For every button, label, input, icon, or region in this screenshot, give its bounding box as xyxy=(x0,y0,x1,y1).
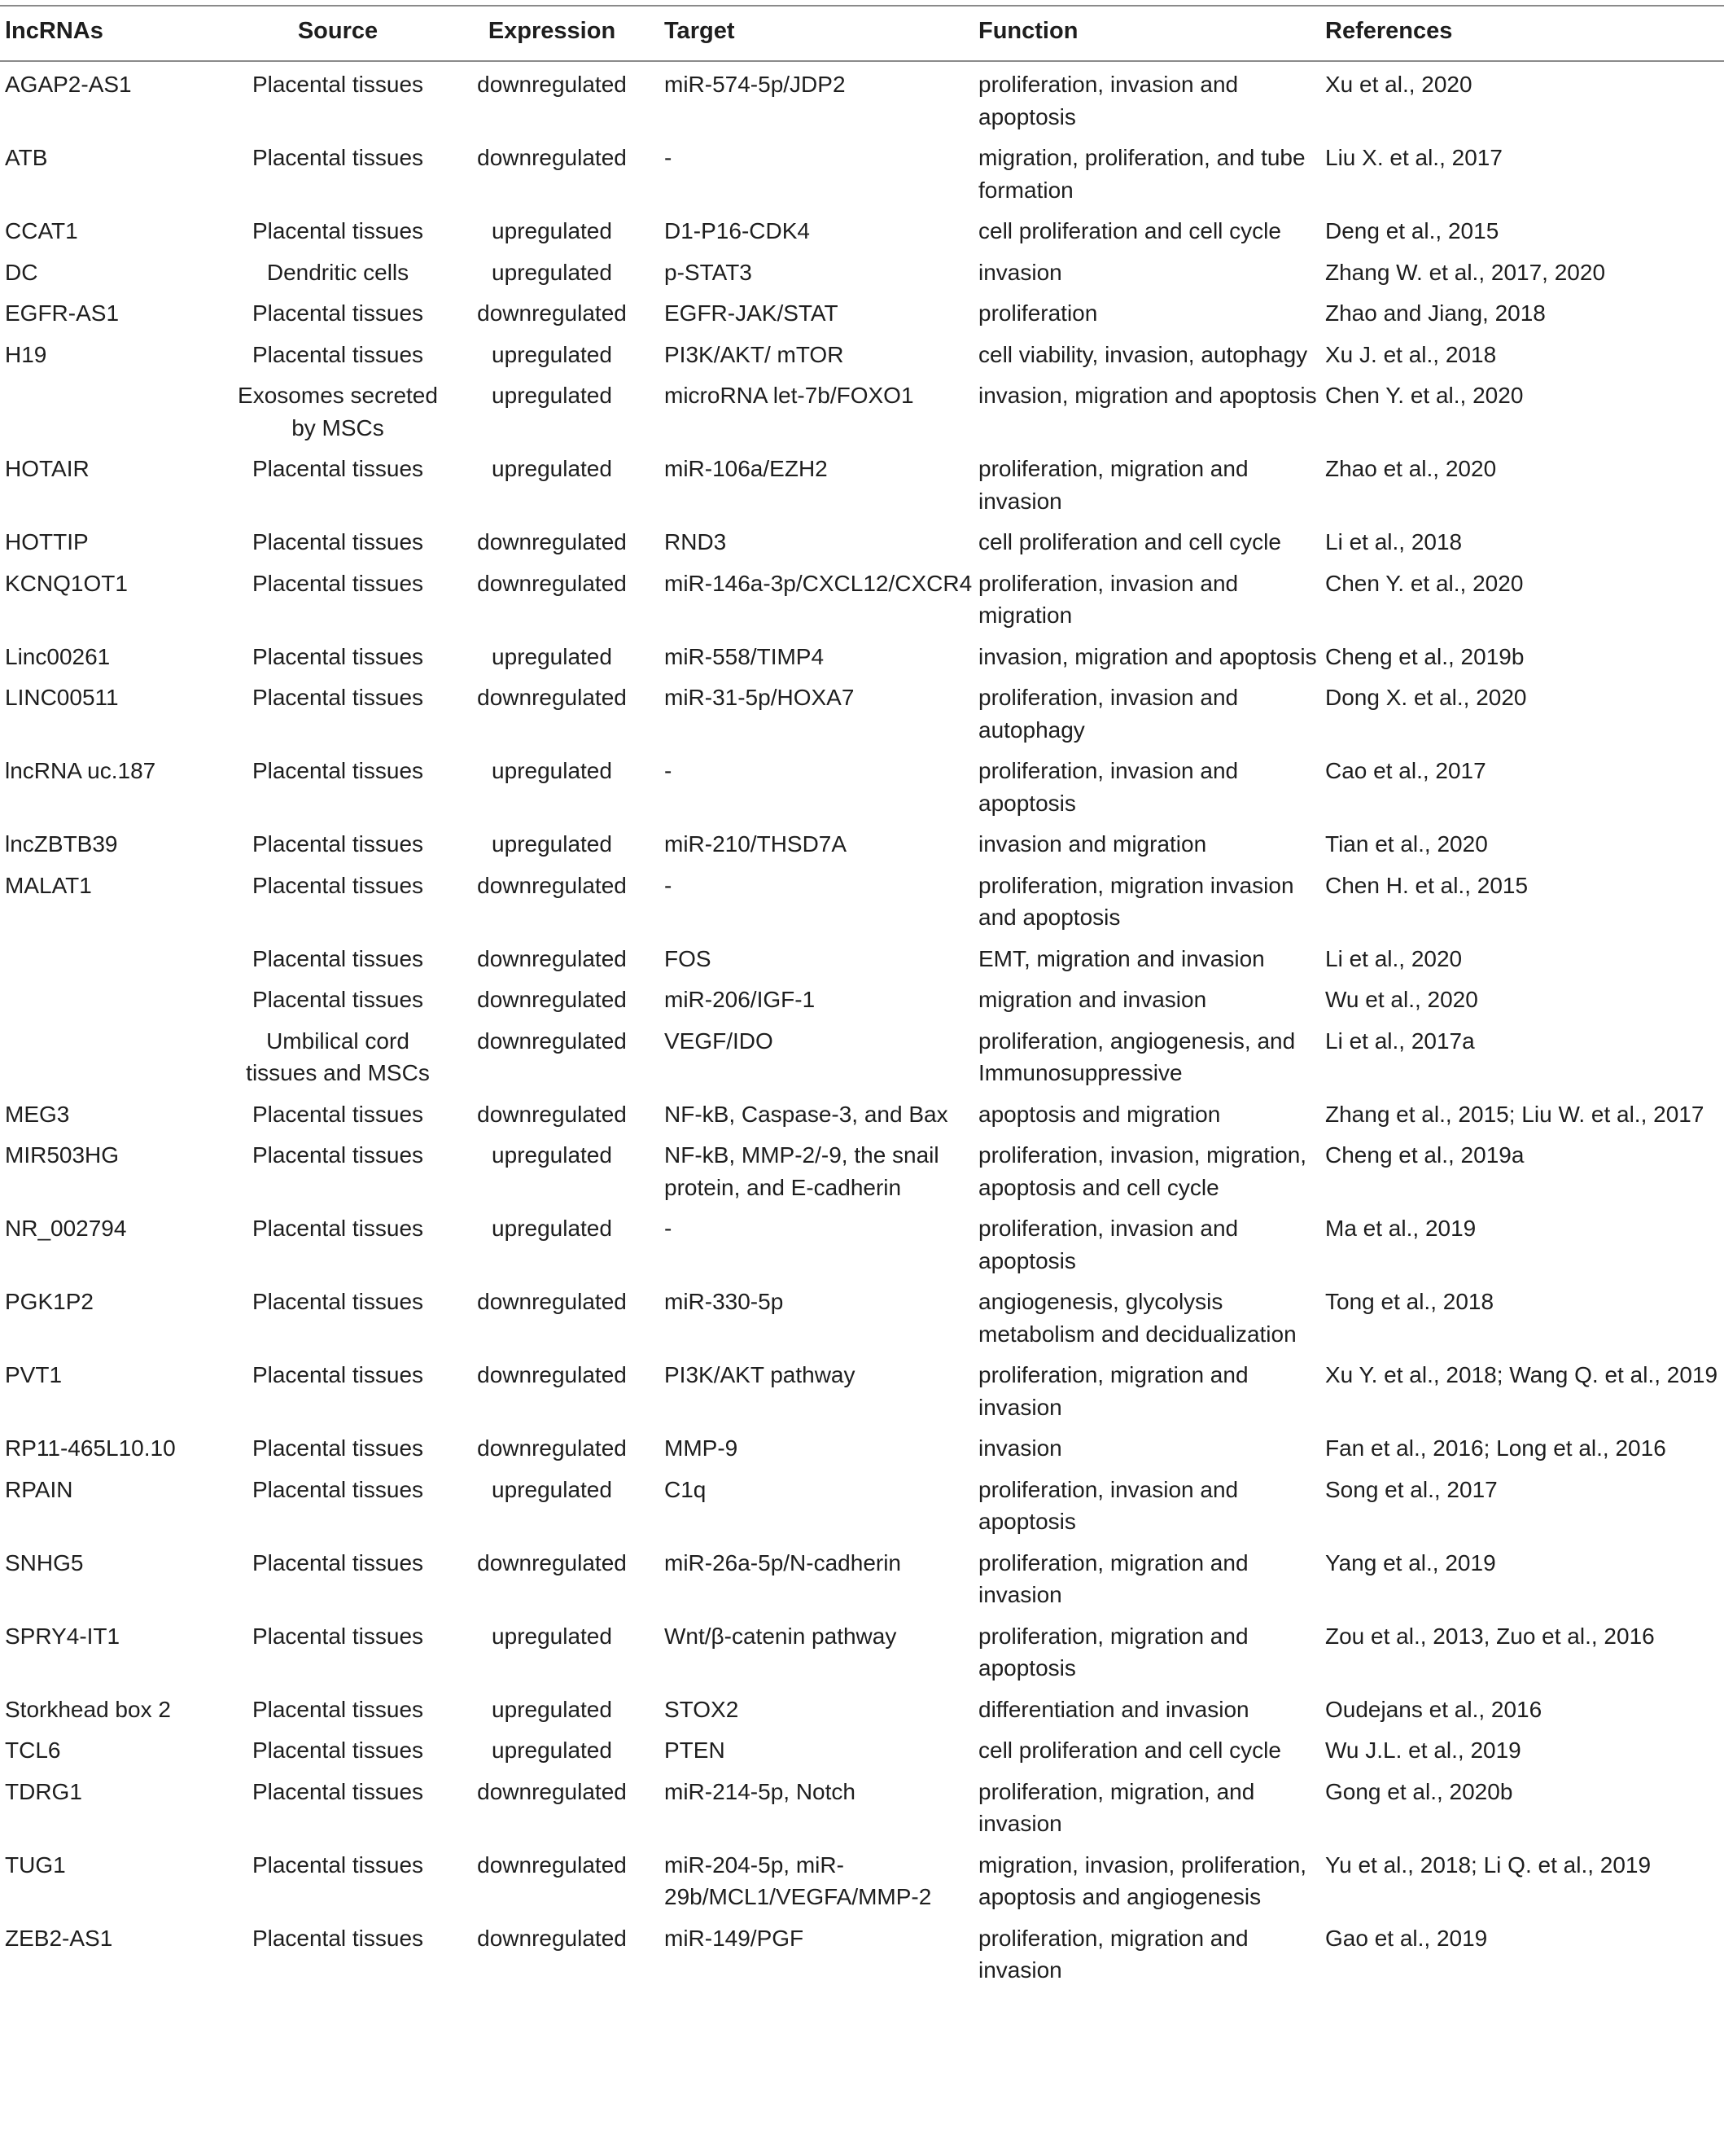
table-row xyxy=(0,135,1724,208)
reference-link[interactable]: Zhang W. et al., 2017, 2020 xyxy=(1325,259,1606,285)
cell-expression: downregulated xyxy=(477,1435,627,1461)
cell-function: EMT, migration and invasion xyxy=(978,945,1265,971)
cell-source: Exosomes secreted by MSCs xyxy=(238,383,438,440)
cell-references xyxy=(1320,1279,1724,1352)
reference-separator: ; xyxy=(1471,1851,1484,1878)
table-row xyxy=(0,519,1724,561)
cell-target: MMP-9 xyxy=(664,1435,738,1461)
header-source: Source xyxy=(297,18,378,44)
cell-function: cell proliferation and cell cycle xyxy=(978,529,1281,554)
cell-function: proliferation, migration and invasion xyxy=(978,1925,1249,1983)
cell-function: proliferation, migration and invasion xyxy=(978,1362,1249,1420)
cell-references xyxy=(1320,748,1724,822)
cell-references xyxy=(1320,634,1724,676)
reference-link[interactable]: Liu X. et al., 2017 xyxy=(1325,145,1503,170)
reference-link[interactable]: Li et al., 2018 xyxy=(1325,529,1463,554)
cell-expression: upregulated xyxy=(492,1696,612,1722)
reference-separator: ; xyxy=(1496,1362,1510,1387)
cell-expression: upregulated xyxy=(492,1216,612,1241)
table-row xyxy=(0,1426,1724,1467)
cell-expression: downregulated xyxy=(477,1289,627,1314)
cell-target: miR-204-5p, miR-29b/MCL1/VEGFA/MMP-2 xyxy=(664,1851,932,1909)
cell-lncrna: PGK1P2 xyxy=(5,1289,94,1314)
cell-expression: upregulated xyxy=(492,218,612,243)
cell-function: invasion xyxy=(978,1435,1062,1461)
cell-expression: upregulated xyxy=(492,341,612,367)
reference-link[interactable]: Liu W. et al., 2017 xyxy=(1521,1101,1704,1127)
cell-lncrna: Storkhead box 2 xyxy=(5,1696,171,1722)
cell-lncrna: PVT1 xyxy=(5,1362,63,1387)
reference-separator: ; xyxy=(1508,1101,1522,1127)
cell-expression: upregulated xyxy=(492,831,612,857)
cell-lncrna xyxy=(0,1019,231,1092)
cell-source: Placental tissues xyxy=(252,1216,424,1241)
cell-references xyxy=(1320,291,1724,332)
cell-target: miR-106a/EZH2 xyxy=(664,456,828,481)
cell-function: proliferation, invasion and apoptosis xyxy=(978,758,1239,816)
cell-function: proliferation, migration and invasion xyxy=(978,456,1249,514)
cell-expression: downregulated xyxy=(477,529,627,554)
cell-lncrna: lncRNA uc.187 xyxy=(5,758,156,783)
cell-target: C1q xyxy=(664,1476,707,1502)
cell-source: Umbilical cord tissues and MSCs xyxy=(246,1028,430,1085)
table-row xyxy=(0,1728,1724,1769)
cell-source: Placental tissues xyxy=(252,1101,424,1127)
cell-lncrna: MEG3 xyxy=(5,1101,70,1127)
table-row xyxy=(0,1279,1724,1352)
reference-link[interactable]: Oudejans et al., 2016 xyxy=(1325,1696,1542,1722)
table-row xyxy=(0,1769,1724,1843)
cell-source: Placental tissues xyxy=(252,529,424,554)
table-row xyxy=(0,675,1724,748)
cell-lncrna xyxy=(0,936,231,978)
cell-source: Placental tissues xyxy=(252,1696,424,1722)
cell-lncrna: AGAP2-AS1 xyxy=(5,72,132,97)
cell-target: microRNA let-7b/FOXO1 xyxy=(664,383,914,408)
cell-expression: downregulated xyxy=(477,987,627,1012)
cell-expression: upregulated xyxy=(492,1738,612,1763)
cell-expression: downregulated xyxy=(477,1101,627,1127)
cell-expression: upregulated xyxy=(492,259,612,285)
cell-function: proliferation, invasion and apoptosis xyxy=(978,1476,1239,1534)
cell-source: Placental tissues xyxy=(252,685,424,710)
table-row xyxy=(0,1687,1724,1729)
cell-target: - xyxy=(664,872,672,898)
cell-lncrna: ATB xyxy=(5,145,48,170)
table-row xyxy=(0,634,1724,676)
table-row xyxy=(0,1133,1724,1206)
cell-source: Placental tissues xyxy=(252,456,424,481)
cell-expression: upregulated xyxy=(492,758,612,783)
cell-expression: downregulated xyxy=(477,1778,627,1804)
cell-references xyxy=(1320,1916,1724,1989)
cell-lncrna: TDRG1 xyxy=(5,1778,82,1804)
cell-references xyxy=(1320,1769,1724,1843)
cell-expression: downregulated xyxy=(477,72,627,97)
table-row xyxy=(0,373,1724,446)
cell-expression: downregulated xyxy=(477,145,627,170)
reference-link[interactable]: Gong et al., 2020b xyxy=(1325,1778,1513,1804)
cell-function: cell proliferation and cell cycle xyxy=(978,1738,1281,1763)
reference-link[interactable]: Yang et al., 2019 xyxy=(1325,1549,1496,1575)
cell-references xyxy=(1320,1133,1724,1206)
cell-target: miR-146a-3p/CXCL12/CXCR4 xyxy=(664,570,973,596)
cell-function: proliferation, invasion and apoptosis xyxy=(978,1216,1239,1273)
cell-source: Placental tissues xyxy=(252,1362,424,1387)
reference-link[interactable]: Chen Y. et al., 2020 xyxy=(1325,383,1524,408)
table-row xyxy=(0,1614,1724,1687)
cell-function: invasion xyxy=(978,259,1062,285)
cell-expression: upregulated xyxy=(492,643,612,669)
table-row xyxy=(0,822,1724,863)
cell-target: EGFR-JAK/STAT xyxy=(664,300,838,326)
cell-target: VEGF/IDO xyxy=(664,1028,773,1054)
cell-lncrna: EGFR-AS1 xyxy=(5,300,120,326)
cell-target: - xyxy=(664,145,672,170)
cell-source: Placental tissues xyxy=(252,145,424,170)
cell-references xyxy=(1320,135,1724,208)
cell-source: Placental tissues xyxy=(252,1925,424,1951)
cell-references xyxy=(1320,446,1724,519)
cell-lncrna: RP11-465L10.10 xyxy=(5,1435,176,1461)
cell-references xyxy=(1320,332,1724,374)
cell-function: proliferation, migration, and invasion xyxy=(978,1778,1255,1836)
table-row xyxy=(0,561,1724,634)
table-header xyxy=(0,0,1724,62)
cell-references xyxy=(1320,1467,1724,1540)
reference-link[interactable]: Zou et al., 2013, Zuo et al., 2016 xyxy=(1325,1623,1655,1649)
cell-lncrna: DC xyxy=(5,259,38,285)
reference-link[interactable]: Song et al., 2017 xyxy=(1325,1476,1498,1502)
table-row xyxy=(0,977,1724,1019)
cell-references xyxy=(1320,561,1724,634)
cell-target: Wnt/β-catenin pathway xyxy=(664,1623,897,1649)
cell-function: migration and invasion xyxy=(978,987,1207,1012)
reference-link[interactable]: Cao et al., 2017 xyxy=(1325,758,1486,783)
cell-references xyxy=(1320,1843,1724,1916)
reference-link[interactable]: Li et al., 2020 xyxy=(1325,945,1463,971)
reference-link[interactable]: Zhao and Jiang, 2018 xyxy=(1325,300,1546,326)
cell-references xyxy=(1320,62,1724,135)
cell-expression: downregulated xyxy=(477,1851,627,1878)
cell-target: PI3K/AKT pathway xyxy=(664,1362,855,1387)
cell-lncrna xyxy=(0,373,231,446)
cell-target: miR-574-5p/JDP2 xyxy=(664,72,846,97)
cell-expression: upregulated xyxy=(492,1623,612,1649)
cell-references xyxy=(1320,1614,1724,1687)
table-row xyxy=(0,208,1724,250)
cell-lncrna: MALAT1 xyxy=(5,872,92,898)
cell-function: angiogenesis, glycolysis metabolism and decidualization xyxy=(978,1289,1297,1347)
cell-target: FOS xyxy=(664,945,711,971)
cell-target: RND3 xyxy=(664,529,727,554)
table-row xyxy=(0,1916,1724,1989)
cell-expression: downregulated xyxy=(477,570,627,596)
header-row xyxy=(0,0,1724,62)
cell-expression: downregulated xyxy=(477,1925,627,1951)
cell-target: miR-330-5p xyxy=(664,1289,784,1314)
cell-lncrna: HOTAIR xyxy=(5,456,90,481)
cell-function: proliferation, migration invasion and apoptosis xyxy=(978,872,1294,930)
cell-target: miR-206/IGF-1 xyxy=(664,987,816,1012)
cell-function: migration, proliferation, and tube formation xyxy=(978,145,1306,203)
cell-target: NF-kB, Caspase-3, and Bax xyxy=(664,1101,948,1127)
cell-expression: downregulated xyxy=(477,1028,627,1054)
reference-link[interactable]: Cheng et al., 2019b xyxy=(1325,643,1525,669)
cell-lncrna: SNHG5 xyxy=(5,1549,84,1575)
reference-link[interactable]: Deng et al., 2015 xyxy=(1325,218,1499,243)
cell-function: proliferation, migration and apoptosis xyxy=(978,1623,1249,1681)
table-row xyxy=(0,936,1724,978)
cell-references xyxy=(1320,822,1724,863)
table-row xyxy=(0,1843,1724,1916)
cell-function: proliferation, invasion and autophagy xyxy=(978,685,1239,743)
table-row xyxy=(0,1019,1724,1092)
cell-source: Placental tissues xyxy=(252,758,424,783)
reference-link[interactable]: Li Q. et al., 2019 xyxy=(1483,1851,1652,1878)
cell-target: miR-26a-5p/N-cadherin xyxy=(664,1549,902,1575)
cell-function: proliferation, migration and invasion xyxy=(978,1549,1249,1607)
cell-source: Placental tissues xyxy=(252,1142,424,1168)
cell-source: Placental tissues xyxy=(252,1435,424,1461)
cell-expression: upregulated xyxy=(492,1476,612,1502)
cell-references xyxy=(1320,1728,1724,1769)
reference-separator: ; xyxy=(1483,1435,1497,1461)
cell-lncrna: KCNQ1OT1 xyxy=(5,570,128,596)
reference-link[interactable]: Xu J. et al., 2018 xyxy=(1325,341,1497,367)
header-lncrnas: lncRNAs xyxy=(5,18,103,44)
cell-expression: downregulated xyxy=(477,1549,627,1575)
cell-lncrna: LINC00511 xyxy=(5,685,119,710)
reference-link[interactable]: Xu et al., 2020 xyxy=(1325,72,1472,97)
reference-link[interactable]: Fan et al., 2016 xyxy=(1325,1435,1484,1461)
cell-references xyxy=(1320,250,1724,291)
cell-source: Placental tissues xyxy=(252,1476,424,1502)
reference-link[interactable]: Tian et al., 2020 xyxy=(1325,831,1488,857)
cell-source: Placental tissues xyxy=(252,218,424,243)
reference-link[interactable]: Dong X. et al., 2020 xyxy=(1325,685,1527,710)
reference-link[interactable]: Xu Y. et al., 2018 xyxy=(1325,1362,1497,1387)
table-row xyxy=(0,748,1724,822)
cell-references xyxy=(1320,1206,1724,1279)
table-row xyxy=(0,1206,1724,1279)
table-row xyxy=(0,332,1724,374)
cell-function: proliferation xyxy=(978,300,1098,326)
reference-link[interactable]: Wang Q. et al., 2019 xyxy=(1509,1362,1718,1387)
cell-target: miR-149/PGF xyxy=(664,1925,804,1951)
cell-function: proliferation, invasion and migration xyxy=(978,570,1239,628)
cell-source: Placental tissues xyxy=(252,1738,424,1763)
cell-lncrna: HOTTIP xyxy=(5,529,89,554)
cell-references xyxy=(1320,1352,1724,1426)
cell-lncrna: RPAIN xyxy=(5,1476,73,1502)
cell-target: miR-558/TIMP4 xyxy=(664,643,825,669)
reference-link[interactable]: Chen H. et al., 2015 xyxy=(1325,872,1529,898)
table-body xyxy=(0,62,1724,1989)
cell-lncrna: H19 xyxy=(5,341,47,367)
cell-source: Dendritic cells xyxy=(266,259,409,285)
cell-lncrna: CCAT1 xyxy=(5,218,78,243)
cell-function: apoptosis and migration xyxy=(978,1101,1221,1127)
cell-references xyxy=(1320,519,1724,561)
table-row xyxy=(0,1467,1724,1540)
cell-source: Placental tissues xyxy=(252,872,424,898)
cell-source: Placental tissues xyxy=(252,72,424,97)
cell-expression: downregulated xyxy=(477,872,627,898)
cell-lncrna: MIR503HG xyxy=(5,1142,120,1168)
cell-target: PTEN xyxy=(664,1738,725,1763)
cell-references xyxy=(1320,1019,1724,1092)
cell-function: migration, invasion, proliferation, apoptosis and angiogenesis xyxy=(978,1851,1307,1909)
cell-source: Placental tissues xyxy=(252,300,424,326)
cell-source: Placental tissues xyxy=(252,1289,424,1314)
reference-link[interactable]: Zhao et al., 2020 xyxy=(1325,456,1497,481)
cell-references xyxy=(1320,936,1724,978)
reference-link[interactable]: Zhang et al., 2015 xyxy=(1325,1101,1509,1127)
cell-target: - xyxy=(664,758,672,783)
cell-target: miR-210/THSD7A xyxy=(664,831,847,857)
cell-target: p-STAT3 xyxy=(664,259,752,285)
table-row xyxy=(0,291,1724,332)
cell-expression: upregulated xyxy=(492,1142,612,1168)
header-function: Function xyxy=(978,18,1079,44)
cell-function: proliferation, invasion, migration, apoptosis and cell cycle xyxy=(978,1142,1307,1200)
cell-references xyxy=(1320,208,1724,250)
cell-source: Placental tissues xyxy=(252,643,424,669)
table-row xyxy=(0,250,1724,291)
table-row xyxy=(0,863,1724,936)
cell-source: Placental tissues xyxy=(252,570,424,596)
header-references: References xyxy=(1325,18,1453,44)
cell-references xyxy=(1320,1426,1724,1467)
reference-link[interactable]: Chen Y. et al., 2020 xyxy=(1325,570,1524,596)
cell-function: cell viability, invasion, autophagy xyxy=(978,341,1308,367)
cell-references xyxy=(1320,863,1724,936)
cell-references xyxy=(1320,1092,1724,1133)
cell-expression: downregulated xyxy=(477,685,627,710)
cell-lncrna: SPRY4-IT1 xyxy=(5,1623,120,1649)
reference-link[interactable]: Li et al., 2017a xyxy=(1325,1028,1475,1054)
cell-function: differentiation and invasion xyxy=(978,1696,1249,1722)
cell-target: miR-214-5p, Notch xyxy=(664,1778,855,1804)
reference-link[interactable]: Gao et al., 2019 xyxy=(1325,1925,1488,1951)
cell-expression: downregulated xyxy=(477,1362,627,1387)
header-expression: Expression xyxy=(488,18,616,44)
cell-source: Placental tissues xyxy=(252,831,424,857)
cell-references xyxy=(1320,373,1724,446)
cell-source: Placental tissues xyxy=(252,945,424,971)
cell-lncrna: NR_002794 xyxy=(5,1216,127,1241)
reference-link[interactable]: Cheng et al., 2019a xyxy=(1325,1142,1525,1168)
header-target: Target xyxy=(664,18,735,44)
cell-references xyxy=(1320,675,1724,748)
table-row xyxy=(0,446,1724,519)
cell-function: cell proliferation and cell cycle xyxy=(978,218,1281,243)
cell-target: NF-kB, MMP-2/-9, the snail protein, and E-cadherin xyxy=(664,1142,939,1200)
reference-link[interactable]: Tong et al., 2018 xyxy=(1325,1289,1494,1314)
cell-lncrna: TUG1 xyxy=(5,1851,66,1878)
cell-target: D1-P16-CDK4 xyxy=(664,218,810,243)
cell-lncrna: lncZBTB39 xyxy=(5,831,118,857)
cell-lncrna xyxy=(0,977,231,1019)
cell-function: invasion, migration and apoptosis xyxy=(978,643,1317,669)
cell-function: invasion and migration xyxy=(978,831,1207,857)
reference-link[interactable]: Wu et al., 2020 xyxy=(1325,987,1478,1012)
cell-source: Placental tissues xyxy=(252,1778,424,1804)
cell-source: Placental tissues xyxy=(252,1549,424,1575)
cell-expression: upregulated xyxy=(492,456,612,481)
table-row xyxy=(0,1092,1724,1133)
cell-expression: downregulated xyxy=(477,945,627,971)
cell-expression: downregulated xyxy=(477,300,627,326)
cell-source: Placental tissues xyxy=(252,987,424,1012)
cell-function: invasion, migration and apoptosis xyxy=(978,383,1317,408)
cell-lncrna: Linc00261 xyxy=(5,643,111,669)
table-row xyxy=(0,1540,1724,1614)
cell-source: Placental tissues xyxy=(252,1623,424,1649)
cell-lncrna: TCL6 xyxy=(5,1738,61,1763)
table-row xyxy=(0,62,1724,135)
reference-link[interactable]: Yu et al., 2018 xyxy=(1325,1851,1472,1878)
reference-link[interactable]: Ma et al., 2019 xyxy=(1325,1216,1477,1241)
cell-references xyxy=(1320,977,1724,1019)
cell-references xyxy=(1320,1687,1724,1729)
cell-target: miR-31-5p/HOXA7 xyxy=(664,685,855,710)
cell-references xyxy=(1320,1540,1724,1614)
cell-target: STOX2 xyxy=(664,1696,739,1722)
cell-expression: upregulated xyxy=(492,383,612,408)
cell-target: PI3K/AKT/ mTOR xyxy=(664,341,844,367)
reference-link[interactable]: Wu J.L. et al., 2019 xyxy=(1325,1738,1521,1763)
table-row xyxy=(0,1352,1724,1426)
reference-link[interactable]: Long et al., 2016 xyxy=(1496,1435,1666,1461)
cell-target: - xyxy=(664,1216,672,1241)
cell-function: proliferation, invasion and apoptosis xyxy=(978,72,1239,129)
cell-source: Placental tissues xyxy=(252,1851,424,1878)
cell-lncrna: ZEB2-AS1 xyxy=(5,1925,113,1951)
cell-function: proliferation, angiogenesis, and Immunosuppressive xyxy=(978,1028,1296,1085)
cell-source: Placental tissues xyxy=(252,341,424,367)
